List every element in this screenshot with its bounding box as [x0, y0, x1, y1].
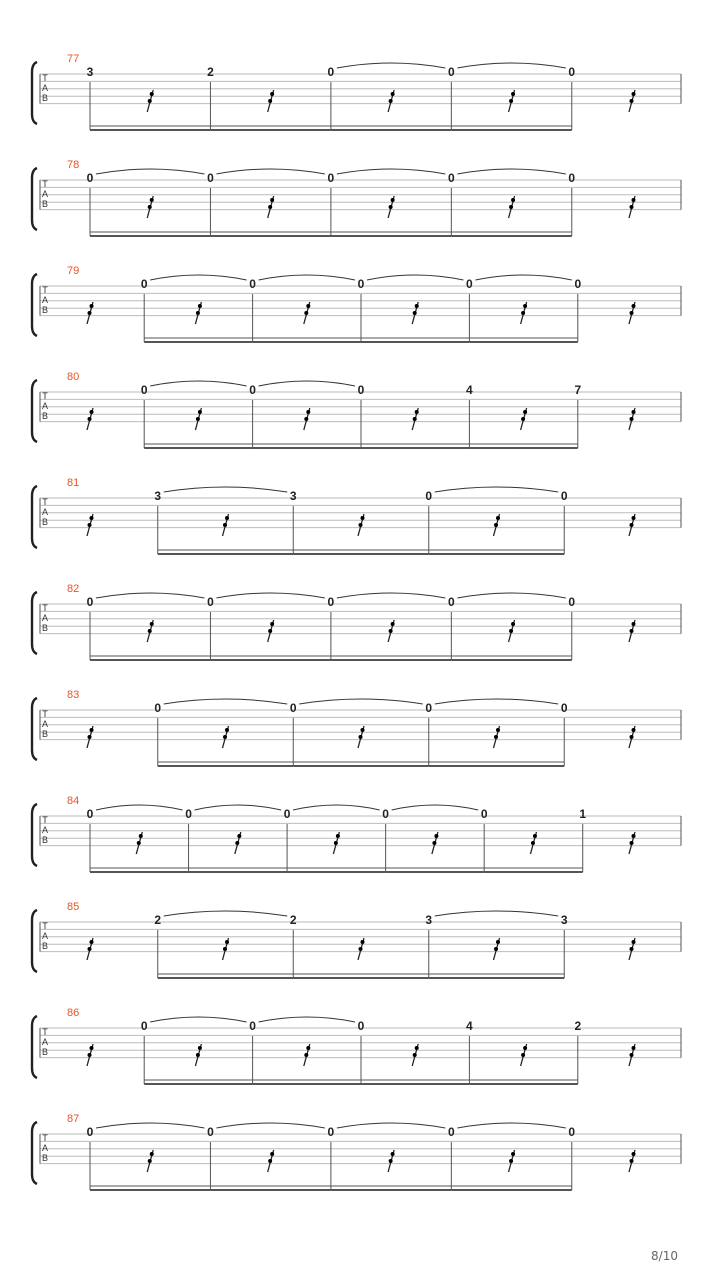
staff-bracket [32, 62, 37, 124]
fret-number: 0 [207, 595, 214, 609]
staff-system [32, 1113, 681, 1190]
tab-clef-letter: B [41, 199, 49, 209]
rest-dot [306, 1046, 310, 1050]
fret-number: 0 [447, 171, 455, 185]
fret-number: 4 [466, 383, 473, 397]
fret-number: 0 [86, 171, 94, 185]
rest-dot [304, 311, 308, 315]
tab-clef-letter: T [42, 921, 48, 931]
rest-dot [632, 728, 636, 732]
rest-dot [90, 940, 94, 944]
staff-bracket [32, 168, 37, 230]
staff-system [32, 159, 681, 236]
rest-dot [389, 99, 393, 103]
rest-dot [88, 523, 92, 527]
rest-dot [630, 629, 634, 633]
fret-number: 0 [560, 489, 568, 503]
measure-number: 83 [67, 689, 80, 701]
tab-clef-letter: B [41, 411, 49, 421]
tab-clef-letter: B [41, 1153, 49, 1163]
staff-system [32, 901, 681, 978]
rest-dot [630, 99, 634, 103]
measure-number: 84 [67, 795, 80, 807]
rest-dot [359, 947, 363, 951]
fret-number: 0 [568, 595, 576, 609]
fret-number: 0 [140, 383, 148, 397]
rest-dot [494, 735, 498, 739]
rest-dot [632, 410, 636, 414]
tie-arc [216, 593, 324, 598]
tie-arc [216, 169, 324, 174]
fret-number: 0 [249, 383, 256, 397]
rest-dot [137, 841, 141, 845]
rest-dot [88, 735, 92, 739]
staff-bracket [32, 380, 37, 442]
rest-dot [225, 516, 229, 520]
rest-dot [511, 198, 515, 202]
tie-arc [337, 169, 445, 174]
tie-arc [259, 275, 355, 280]
rest-dot [496, 728, 500, 732]
fret-number: 0 [357, 277, 365, 291]
fret-number: 0 [425, 489, 433, 503]
rest-dot [270, 198, 274, 202]
rest-dot [632, 1046, 636, 1050]
fret-number: 0 [140, 1019, 148, 1033]
rest-dot [225, 728, 229, 732]
rest-dot [235, 841, 239, 845]
rest-dot [88, 311, 92, 315]
rest-dot [88, 947, 92, 951]
rest-dot [150, 92, 154, 96]
tie-arc [392, 805, 479, 810]
rest-dot [90, 516, 94, 520]
rest-dot [415, 304, 419, 308]
fret-number: 0 [249, 1019, 256, 1033]
fret-number: 0 [382, 807, 389, 821]
staff-system [32, 53, 681, 130]
fret-number: 0 [447, 65, 455, 79]
tab-clef-letter: A [41, 401, 49, 411]
fret-number: 0 [568, 171, 576, 185]
tab-clef-letter: T [42, 285, 48, 295]
staff-system [32, 371, 681, 448]
measure-number: 85 [67, 901, 80, 913]
tab-clef-letter: A [41, 719, 49, 729]
staff-bracket [32, 274, 37, 336]
rest-dot [389, 1159, 393, 1163]
tab-clef-letter: B [41, 517, 49, 527]
tie-arc [164, 911, 288, 916]
staff-bracket [32, 698, 37, 760]
rest-dot [391, 92, 395, 96]
rest-dot [509, 99, 513, 103]
tie-arc [299, 699, 423, 704]
rest-dot [523, 1046, 527, 1050]
rest-dot [304, 1053, 308, 1057]
staff-system [32, 583, 681, 660]
fret-number: 0 [207, 171, 214, 185]
tab-clef-letter: A [41, 507, 49, 517]
rest-dot [88, 1053, 92, 1057]
rest-dot [531, 841, 535, 845]
rest-dot [496, 516, 500, 520]
page-number: 8/10 [651, 1249, 678, 1263]
tie-arc [475, 275, 571, 280]
rest-dot [90, 728, 94, 732]
tie-arc [164, 487, 288, 492]
rest-dot [389, 629, 393, 633]
fret-number: 0 [289, 701, 297, 715]
rest-dot [413, 1053, 417, 1057]
fret-number: 0 [283, 807, 291, 821]
rest-dot [359, 735, 363, 739]
rest-dot [413, 311, 417, 315]
rest-dot [270, 1152, 274, 1156]
measure-number: 80 [67, 371, 80, 383]
fret-number: 0 [447, 595, 455, 609]
rest-dot [632, 622, 636, 626]
tab-clef-letter: T [42, 815, 48, 825]
rest-dot [521, 417, 525, 421]
measure-number: 81 [67, 477, 80, 489]
rest-dot [630, 311, 634, 315]
rest-dot [511, 622, 515, 626]
rest-dot [304, 417, 308, 421]
rest-dot [509, 205, 513, 209]
rest-dot [336, 834, 340, 838]
rest-dot [90, 410, 94, 414]
rest-dot [90, 304, 94, 308]
staff-system [32, 265, 681, 342]
rest-dot [509, 1159, 513, 1163]
fret-number: 3 [154, 489, 162, 503]
rest-dot [198, 410, 202, 414]
rest-dot [632, 198, 636, 202]
rest-dot [391, 198, 395, 202]
rest-dot [630, 947, 634, 951]
tie-arc [96, 169, 204, 174]
rest-dot [225, 940, 229, 944]
fret-number: 2 [154, 913, 162, 927]
tie-arc [457, 593, 565, 598]
rest-dot [496, 940, 500, 944]
fret-number: 0 [327, 595, 335, 609]
measure-number: 78 [67, 159, 80, 171]
tie-arc [337, 1123, 445, 1128]
fret-number: 2 [207, 65, 214, 79]
rest-dot [361, 728, 365, 732]
rest-dot [511, 92, 515, 96]
rest-dot [150, 622, 154, 626]
staff-bracket [32, 1122, 37, 1184]
rest-dot [270, 622, 274, 626]
rest-dot [359, 523, 363, 527]
tie-arc [164, 699, 288, 704]
rest-dot [334, 841, 338, 845]
rest-dot [523, 410, 527, 414]
rest-dot [198, 1046, 202, 1050]
rest-dot [632, 940, 636, 944]
fret-number: 1 [579, 807, 587, 821]
rest-dot [223, 523, 227, 527]
fret-number: 0 [480, 807, 488, 821]
fret-number: 7 [574, 383, 582, 397]
tab-clef-letter: T [42, 1133, 48, 1143]
rest-dot [521, 311, 525, 315]
rest-dot [148, 99, 152, 103]
tab-clef-letter: A [41, 83, 49, 93]
rest-dot [361, 516, 365, 520]
rest-dot [511, 1152, 515, 1156]
tab-clef-letter: A [41, 1143, 49, 1153]
rest-dot [306, 304, 310, 308]
fret-number: 4 [466, 1019, 473, 1033]
tie-arc [457, 1123, 565, 1128]
tie-arc [195, 805, 282, 810]
tab-clef-letter: A [41, 931, 49, 941]
fret-number: 3 [560, 913, 568, 927]
fret-number: 0 [357, 383, 365, 397]
measure-number: 79 [67, 265, 80, 277]
rest-dot [148, 1159, 152, 1163]
tie-arc [259, 1017, 355, 1022]
rest-dot [150, 198, 154, 202]
tie-arc [367, 275, 463, 280]
fret-number: 0 [86, 807, 94, 821]
rest-dot [632, 92, 636, 96]
staff-bracket [32, 910, 37, 972]
rest-dot [413, 417, 417, 421]
rest-dot [150, 1152, 154, 1156]
rest-dot [494, 523, 498, 527]
rest-dot [434, 834, 438, 838]
fret-number: 0 [568, 65, 576, 79]
rest-dot [494, 947, 498, 951]
fret-number: 0 [86, 595, 94, 609]
rest-dot [270, 92, 274, 96]
rest-dot [630, 841, 634, 845]
tie-arc [293, 805, 380, 810]
fret-number: 3 [425, 913, 433, 927]
measure-number: 77 [67, 53, 80, 65]
staff-bracket [32, 1016, 37, 1078]
fret-number: 3 [289, 489, 297, 503]
tie-arc [457, 169, 565, 174]
tab-clef-letter: B [41, 305, 49, 315]
staff-bracket [32, 486, 37, 548]
tie-arc [457, 63, 565, 68]
tie-arc [337, 63, 445, 68]
rest-dot [630, 1159, 634, 1163]
tab-clef-letter: T [42, 603, 48, 613]
fret-number: 3 [86, 65, 94, 79]
measure-number: 82 [67, 583, 80, 595]
staff-system [32, 795, 681, 872]
tie-arc [150, 381, 246, 386]
fret-number: 0 [574, 277, 582, 291]
rest-dot [268, 205, 272, 209]
fret-number: 0 [560, 701, 568, 715]
tie-arc [435, 699, 559, 704]
fret-number: 0 [327, 171, 335, 185]
tab-clef-letter: A [41, 825, 49, 835]
tie-arc [96, 1123, 204, 1128]
rest-dot [223, 947, 227, 951]
tab-clef-letter: T [42, 179, 48, 189]
tab-clef-letter: A [41, 1037, 49, 1047]
staff-system [32, 477, 681, 554]
rest-dot [148, 205, 152, 209]
tie-arc [435, 487, 559, 492]
tab-clef-letter: A [41, 613, 49, 623]
measure-number: 87 [67, 1113, 80, 1125]
rest-dot [198, 304, 202, 308]
rest-dot [521, 1053, 525, 1057]
tab-clef-letter: A [41, 295, 49, 305]
rest-dot [632, 834, 636, 838]
tie-arc [216, 1123, 324, 1128]
rest-dot [223, 735, 227, 739]
fret-number: 0 [207, 1125, 214, 1139]
rest-dot [306, 410, 310, 414]
rest-dot [391, 1152, 395, 1156]
rest-dot [523, 304, 527, 308]
fret-number: 0 [357, 1019, 365, 1033]
tie-arc [337, 593, 445, 598]
rest-dot [139, 834, 143, 838]
rest-dot [268, 99, 272, 103]
fret-number: 0 [425, 701, 433, 715]
tie-arc [96, 593, 204, 598]
rest-dot [361, 940, 365, 944]
rest-dot [148, 629, 152, 633]
fret-number: 0 [447, 1125, 455, 1139]
rest-dot [632, 304, 636, 308]
tab-clef-letter: T [42, 73, 48, 83]
staff-bracket [32, 592, 37, 654]
tie-arc [96, 805, 183, 810]
measure-number: 86 [67, 1007, 80, 1019]
tab-clef-letter: T [42, 709, 48, 719]
fret-number: 0 [568, 1125, 576, 1139]
rest-dot [88, 417, 92, 421]
rest-dot [432, 841, 436, 845]
rest-dot [415, 410, 419, 414]
rest-dot [630, 417, 634, 421]
tab-clef-letter: B [41, 623, 49, 633]
rest-dot [632, 1152, 636, 1156]
tab-clef-letter: B [41, 93, 49, 103]
rest-dot [196, 1053, 200, 1057]
tab-clef-letter: B [41, 835, 49, 845]
rest-dot [630, 205, 634, 209]
tab-clef-letter: T [42, 497, 48, 507]
tab-clef-letter: B [41, 941, 49, 951]
fret-number: 0 [249, 277, 256, 291]
fret-number: 0 [140, 277, 148, 291]
staff-system [32, 689, 681, 766]
tab-clef-letter: T [42, 391, 48, 401]
tie-arc [150, 1017, 246, 1022]
rest-dot [196, 311, 200, 315]
fret-number: 0 [185, 807, 192, 821]
tie-arc [150, 275, 246, 280]
fret-number: 2 [289, 913, 297, 927]
rest-dot [630, 1053, 634, 1057]
fret-number: 0 [327, 65, 335, 79]
fret-number: 0 [466, 277, 473, 291]
rest-dot [90, 1046, 94, 1050]
rest-dot [237, 834, 241, 838]
tie-arc [435, 911, 559, 916]
fret-number: 0 [154, 701, 162, 715]
fret-number: 2 [574, 1019, 582, 1033]
fret-number: 0 [327, 1125, 335, 1139]
rest-dot [630, 735, 634, 739]
rest-dot [632, 516, 636, 520]
rest-dot [533, 834, 537, 838]
rest-dot [509, 629, 513, 633]
rest-dot [268, 1159, 272, 1163]
fret-number: 0 [86, 1125, 94, 1139]
tab-clef-letter: B [41, 729, 49, 739]
rest-dot [415, 1046, 419, 1050]
rest-dot [630, 523, 634, 527]
rest-dot [389, 205, 393, 209]
tab-clef-letter: A [41, 189, 49, 199]
rest-dot [196, 417, 200, 421]
rest-dot [391, 622, 395, 626]
tab-clef-letter: B [41, 1047, 49, 1057]
staff-system [32, 1007, 681, 1084]
tie-arc [259, 381, 355, 386]
tab-clef-letter: T [42, 1027, 48, 1037]
rest-dot [268, 629, 272, 633]
staff-bracket [32, 804, 37, 866]
